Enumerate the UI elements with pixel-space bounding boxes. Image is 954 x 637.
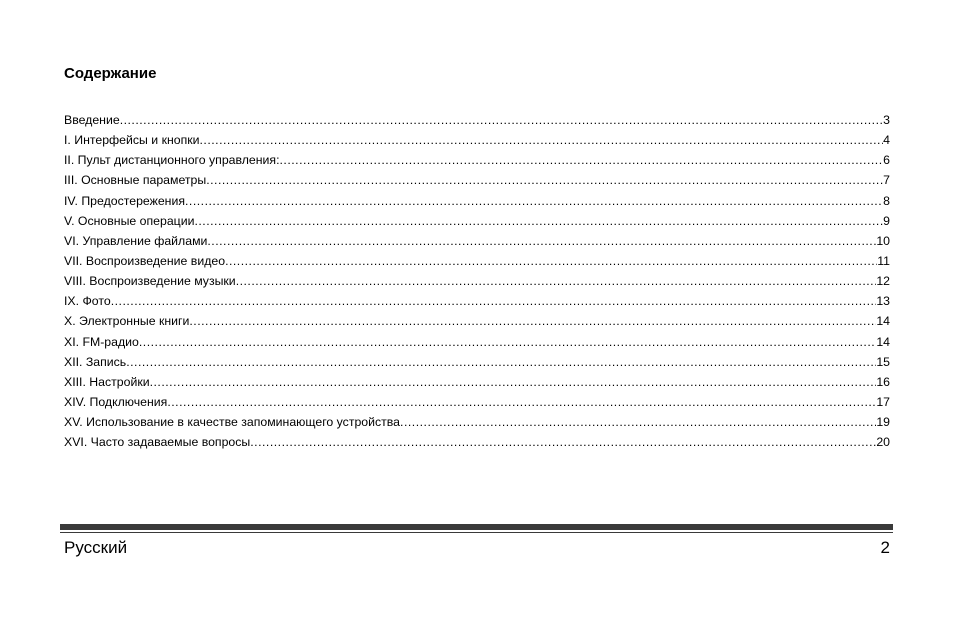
toc-leader-dots <box>206 170 883 190</box>
table-of-contents <box>64 110 890 452</box>
toc-leader-dots <box>194 211 883 231</box>
toc-row[interactable] <box>64 291 890 311</box>
toc-label: IX. Фото <box>64 294 111 309</box>
toc-leader-dots <box>199 130 883 150</box>
toc-leader-dots <box>207 231 876 251</box>
toc-leader-dots <box>280 150 884 170</box>
footer-language: Русский <box>64 538 128 557</box>
toc-page-number: 9 <box>883 213 890 228</box>
toc-leader-dots <box>236 271 877 291</box>
toc-row[interactable] <box>64 130 890 150</box>
toc-label: II. Пульт дистанционного управления: <box>64 153 280 168</box>
toc-leader-dots <box>139 332 876 352</box>
toc-page-number: 14 <box>876 334 890 349</box>
toc-page-number: 19 <box>876 415 890 430</box>
toc-page-number: 20 <box>876 435 890 450</box>
toc-label: III. Основные параметры <box>64 173 207 188</box>
toc-row[interactable] <box>64 352 890 372</box>
toc-leader-dots <box>150 372 877 392</box>
toc-label: XI. FM-радио <box>64 334 139 349</box>
toc-page-number: 10 <box>876 233 890 248</box>
toc-label: XVI. Часто задаваемые вопросы <box>64 435 251 450</box>
toc-page-number: 6 <box>883 153 890 168</box>
toc-row[interactable] <box>64 271 890 291</box>
toc-page-number: 15 <box>876 354 890 369</box>
toc-leader-dots <box>185 191 883 211</box>
toc-label: VI. Управление файлами <box>64 233 208 248</box>
toc-label: I. Интерфейсы и кнопки <box>64 133 200 148</box>
footer-rule-thick <box>60 524 893 530</box>
toc-page-number: 4 <box>883 133 890 148</box>
toc-label: IV. Предостережения <box>64 193 185 208</box>
toc-row[interactable] <box>64 392 890 412</box>
toc-leader-dots <box>400 412 876 432</box>
toc-row[interactable] <box>64 311 890 331</box>
toc-row[interactable] <box>64 432 890 452</box>
toc-label: XIII. Настройки <box>64 374 150 389</box>
toc-label: VII. Воспроизведение видео <box>64 253 226 268</box>
toc-leader-dots <box>126 352 876 372</box>
toc-row[interactable] <box>64 150 890 170</box>
toc-label: VIII. Воспроизведение музыки <box>64 274 236 289</box>
toc-label: V. Основные операции <box>64 213 195 228</box>
footer-page-number: 2 <box>880 538 890 557</box>
toc-page-number: 14 <box>876 314 890 329</box>
page-title: Содержание <box>64 65 157 82</box>
toc-row[interactable] <box>64 191 890 211</box>
toc-leader-dots <box>111 291 877 311</box>
toc-label: XII. Запись <box>64 354 127 369</box>
toc-row[interactable] <box>64 170 890 190</box>
toc-page-number: 16 <box>876 374 890 389</box>
toc-page-number: 12 <box>876 274 890 289</box>
toc-page-number: 8 <box>883 193 890 208</box>
toc-page-number: 11 <box>877 253 890 268</box>
toc-page-number: 17 <box>876 394 890 409</box>
footer-rule-thin <box>60 532 893 533</box>
toc-label: X. Электронные книги <box>64 314 190 329</box>
toc-page-number: 7 <box>883 173 890 188</box>
toc-label: XIV. Подключения <box>64 394 168 409</box>
toc-leader-dots <box>189 311 876 331</box>
toc-leader-dots <box>167 392 876 412</box>
toc-row[interactable] <box>64 412 890 432</box>
toc-row[interactable] <box>64 332 890 352</box>
toc-leader-dots <box>225 251 877 271</box>
toc-label: Введение <box>64 113 120 127</box>
toc-row[interactable] <box>64 372 890 392</box>
toc-page-number: 13 <box>876 294 890 309</box>
toc-leader-dots <box>120 110 883 130</box>
toc-label: XV. Использование в качестве запоминающего устройства <box>64 415 401 430</box>
toc-row[interactable] <box>64 110 890 130</box>
toc-row[interactable] <box>64 211 890 231</box>
toc-row[interactable] <box>64 231 890 251</box>
toc-page-number: 3 <box>883 113 890 127</box>
toc-row[interactable] <box>64 251 890 271</box>
toc-leader-dots <box>250 432 876 452</box>
